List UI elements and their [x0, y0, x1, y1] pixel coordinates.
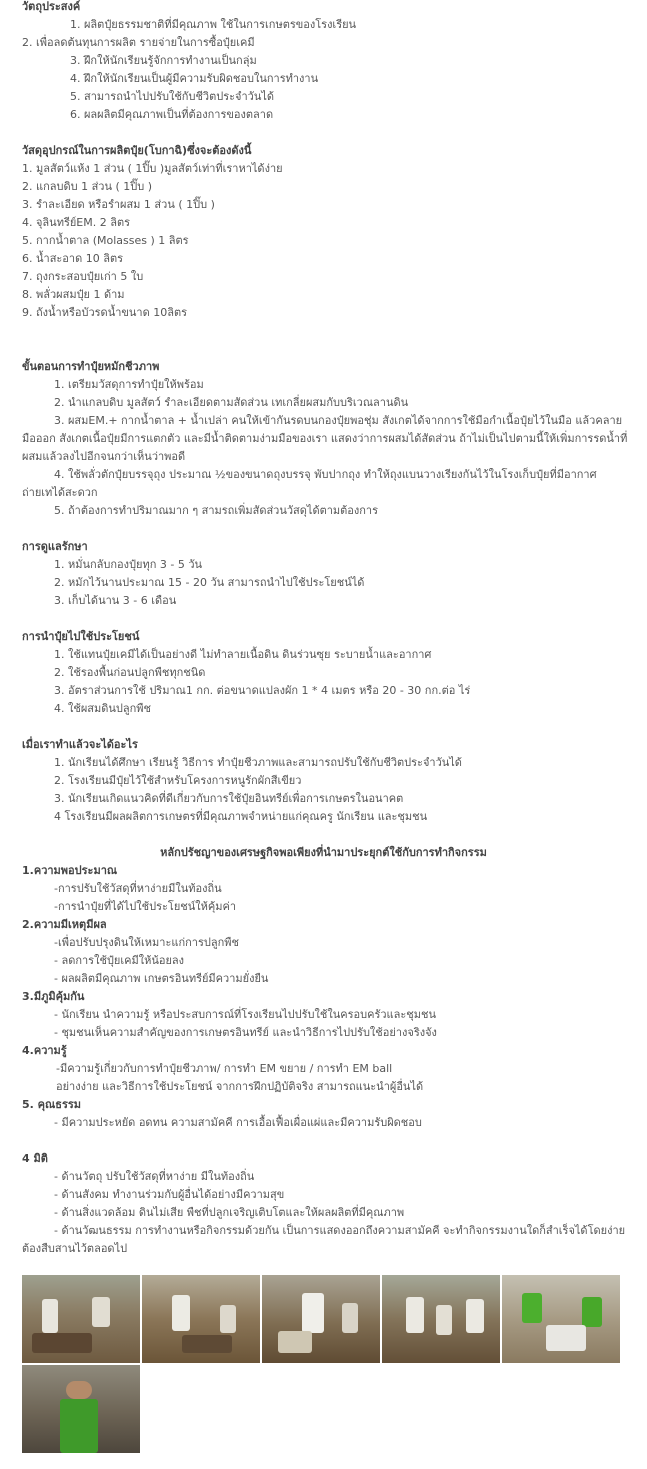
benefit-item: 1. นักเรียนได้ศึกษา เรียนรู้ วิธีการ ทำปุ๋ยชีวภาพและสามารถปรับใช้กับชีวิตประจำวันได้: [54, 756, 462, 769]
activity-photo[interactable]: [502, 1275, 620, 1363]
objective-item: 4. ฝึกให้นักเรียนเป็นผู้มีความรับผิดชอบในการทำงาน: [70, 72, 319, 85]
dimension-item: - ด้านสังคม ทำงานร่วมกับผู้อื่นได้อย่างมีความสุข: [54, 1188, 285, 1201]
knowledge-item: อย่างง่าย และวิธีการใช้ประโยชน์ จากการฝึกปฏิบัติจริง สามารถแนะนำผู้อื่นได้: [56, 1080, 424, 1093]
reasonableness-title: 2.ความมีเหตุมีผล: [22, 918, 107, 931]
care-item: 3. เก็บได้นาน 3 - 6 เดือน: [54, 594, 177, 607]
benefit-item: 3. นักเรียนเกิดแนวคิดที่ดีเกี่ยวกับการใช้ปุ๋ยอินทรีย์เพื่อการเกษตรในอนาคต: [54, 792, 404, 805]
activity-photo[interactable]: [22, 1365, 140, 1453]
dimension-item-continued: ต้องสืบสานไว้ตลอดไป: [22, 1242, 128, 1255]
moderation-title: 1.ความพอประมาณ: [22, 864, 118, 877]
moderation-item: -การนำปุ๋ยที่ได้ไปใช้ประโยชน์ให้คุ้มค่า: [54, 900, 237, 913]
objective-item: 3. ฝึกให้นักเรียนรู้จักการทำงานเป็นกลุ่ม: [70, 54, 257, 67]
knowledge-item: -มีความรู้เกี่ยวกับการทำปุ๋ยชีวภาพ/ การทำ EM ขยาย / การทำ EM ball: [56, 1062, 393, 1075]
material-item: 4. จุลินทรีย์EM. 2 ลิตร: [22, 216, 131, 229]
benefit-item: 2. โรงเรียนมีปุ๋ยไว้ใช้สำหรับโครงการหนูรักผักสีเขียว: [54, 774, 302, 787]
care-title: การดูแลรักษา: [22, 540, 88, 553]
process-step-continued: ถ่ายเทได้สะดวก: [22, 486, 98, 499]
activity-photo[interactable]: [142, 1275, 260, 1363]
objective-item: 5. สามารถนำไปปรับใช้กับชีวิตประจำวันได้: [70, 90, 275, 103]
philosophy-title: หลักปรัชญาของเศรษฐกิจพอเพียงที่นำมาประยุกต์ใช้กับการทำกิจกรรม: [160, 846, 487, 859]
care-item: 2. หมักไว้นานประมาณ 15 - 20 วัน สามารถนำไปใช้ประโยชน์ได้: [54, 576, 365, 589]
objectives-title: วัตถุประสงค์: [22, 0, 81, 13]
process-title: ขั้นตอนการทำปุ๋ยหมักชีวภาพ: [22, 360, 160, 373]
material-item: 8. พลั่วผสมปุ๋ย 1 ด้าม: [22, 288, 125, 301]
usage-item: 2. ใช้รองพื้นก่อนปลูกพืชทุกชนิด: [54, 666, 206, 679]
dimensions-title: 4 มิติ: [22, 1152, 48, 1165]
usage-item: 4. ใช้ผสมดินปลูกพืช: [54, 702, 152, 715]
material-item: 9. ถังน้ำหรือบัวรดน้ำขนาด 10ลิตร: [22, 306, 188, 319]
materials-title: วัสดุอุปกรณ์ในการผลิตปุ๋ย(โบกาฉิ)ซึ่งจะต้องดังนี้: [22, 144, 252, 157]
immunity-title: 3.มีภูมิคุ้มกัน: [22, 990, 85, 1003]
knowledge-title: 4.ความรู้: [22, 1044, 67, 1057]
activity-photo[interactable]: [382, 1275, 500, 1363]
process-step-continued: ผสมแล้วลงไปอีกจนกว่าเห็นว่าพอดี: [22, 450, 186, 463]
objective-item: 6. ผลผลิตมีคุณภาพเป็นที่ต้องการของตลาด: [70, 108, 274, 121]
usage-item: 1. ใช้แทนปุ๋ยเคมีได้เป็นอย่างดี ไม่ทำลายเนื้อดิน ดินร่วนซุย ระบายน้ำและอากาศ: [54, 648, 432, 661]
reasonableness-item: - ผลผลิตมีคุณภาพ เกษตรอินทรีย์มีความยั่งยืน: [54, 972, 269, 985]
reasonableness-item: -เพื่อปรับปรุงดินให้เหมาะแก่การปลูกพืช: [54, 936, 239, 949]
benefits-title: เมื่อเราทำแล้วจะได้อะไร: [22, 738, 138, 751]
process-step-continued: มือออก สังเกตเนื้อปุ๋ยมีการแตกตัว และมีน้ำติดตามง่ามมือของเรา แสดงว่าการผสมได้สัดส่วน ถ้าไม่เป็นไปตามนี้ให้เพิ่มการรดน้ำที่: [22, 432, 628, 445]
objective-item: 2. เพื่อลดต้นทุนการผลิต รายจ่ายในการซื้อปุ๋ยเคมี: [22, 36, 255, 49]
material-item: 7. ถุงกระสอบปุ๋ยเก่า 5 ใบ: [22, 270, 144, 283]
process-step: 2. นำแกลบดิบ มูลสัตว์ รำละเอียดตามสัดส่วน เทเกลี่ยผสมกับบริเวณลานดิน: [54, 396, 409, 409]
material-item: 6. น้ำสะอาด 10 ลิตร: [22, 252, 124, 265]
reasonableness-item: - ลดการใช้ปุ๋ยเคมีให้น้อยลง: [54, 954, 185, 967]
usage-title: การนำปุ๋ยไปใช้ประโยชน์: [22, 630, 140, 643]
material-item: 2. แกลบดิบ 1 ส่วน ( 1ปิ๊บ ): [22, 180, 153, 193]
objective-item: 1. ผลิตปุ๋ยธรรมชาติที่มีคุณภาพ ใช้ในการเกษตรของโรงเรียน: [70, 18, 357, 31]
immunity-item: - นักเรียน นำความรู้ หรือประสบการณ์ที่โรงเรียนไปปรับใช้ในครอบครัวและชุมชน: [54, 1008, 436, 1021]
dimension-item: - ด้านวัตถุ ปรับใช้วัสดุที่หาง่าย มีในท้องถิ่น: [54, 1170, 255, 1183]
morality-item: - มีความประหยัด อดทน ความสามัคคี การเอื้อเฟื้อเผื่อแผ่และมีความรับผิดชอบ: [54, 1116, 422, 1129]
dimension-item: - ด้านวัฒนธรรม การทำงานหรือกิจกรรมด้วยกัน เป็นการแสดงออกถึงความสามัคคี จะทำกิจกรรมงานใดก็สำเร็จได้โดยง่าย: [54, 1224, 626, 1237]
activity-photo[interactable]: [262, 1275, 380, 1363]
morality-title: 5. คุณธรรม: [22, 1098, 82, 1111]
activity-photo[interactable]: [22, 1275, 140, 1363]
usage-item: 3. อัตราส่วนการใช้ ปริมาณ1 กก. ต่อขนาดแปลงผัก 1 * 4 เมตร หรือ 20 - 30 กก.ต่อ ไร่: [54, 684, 471, 697]
material-item: 5. กากน้ำตาล (Molasses ) 1 ลิตร: [22, 234, 189, 247]
material-item: 1. มูลสัตว์แห้ง 1 ส่วน ( 1ปิ๊บ )มูลสัตว์เท่าที่เราหาได้ง่าย: [22, 162, 283, 175]
immunity-item: - ชุมชนเห็นความสำคัญของการเกษตรอินทรีย์ และนำวิธีการไปปรับใช้อย่างจริงจัง: [54, 1026, 437, 1039]
dimension-item: - ด้านสิ่งแวดล้อม ดินไม่เสีย พืชที่ปลูกเจริญเติบโตและให้ผลผลิตที่มีคุณภาพ: [54, 1206, 405, 1219]
process-step: 3. ผสมEM.+ กากน้ำตาล + น้ำเปล่า คนให้เข้ากันรดบนกองปุ๋ยพอชุ่ม สังเกตได้จากการใช้มือกำเนื้อปุ๋ยไว้ในมือ แล้วคลาย: [54, 414, 623, 427]
material-item: 3. รำละเอียด หรือรำผสม 1 ส่วน ( 1ปิ๊บ ): [22, 198, 215, 211]
process-step: 4. ใช้พลั่วตักปุ๋ยบรรจุถุง ประมาณ ½ของขนาดถุงบรรจุ พับปากถุง ทำให้ถุงแบนวางเรียงกันไว้ในโรงเก็บปุ๋ยที่มีอากาศ: [54, 468, 597, 481]
process-step: 5. ถ้าต้องการทำปริมาณมาก ๆ สามรถเพิ่มสัดส่วนวัสดุได้ตามต้องการ: [54, 504, 379, 517]
care-item: 1. หมั่นกลับกองปุ๋ยทุก 3 - 5 วัน: [54, 558, 203, 571]
process-step: 1. เตรียมวัสดุการทำปุ๋ยให้พร้อม: [54, 378, 204, 391]
moderation-item: -การปรับใช้วัสดุที่หาง่ายมีในท้องถิ่น: [54, 882, 222, 895]
benefit-item: 4 โรงเรียนมีผลผลิตการเกษตรที่มีคุณภาพจำหน่ายแก่คุณครู นักเรียน และชุมชน: [54, 810, 428, 823]
